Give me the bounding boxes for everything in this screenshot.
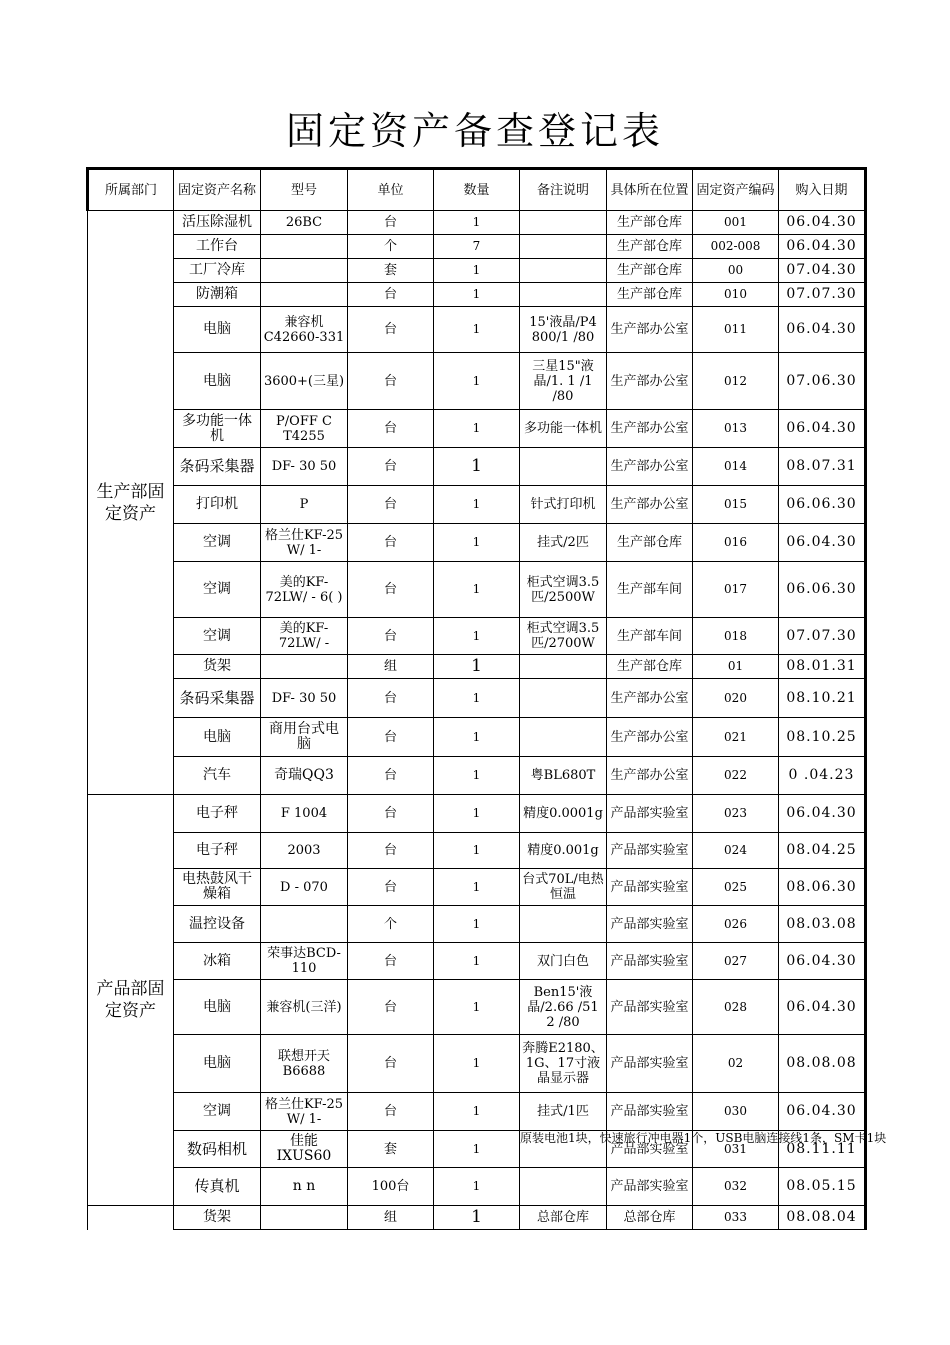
cell-name: 电子秤 [174, 795, 261, 833]
cell-note: 三星15"液晶/1. 1 /1 /80 [520, 353, 607, 410]
table-row [88, 562, 866, 618]
header-code: 固定资产编码 [693, 169, 779, 211]
cell-qty: 1 [434, 1093, 520, 1131]
table-row [88, 869, 866, 906]
header-row [88, 169, 866, 211]
cell-code: 012 [693, 353, 779, 410]
table-row [88, 353, 866, 410]
cell-qty: 1 [434, 1206, 520, 1230]
cell-location: 生产部办公室 [607, 757, 693, 795]
cell-model [261, 283, 348, 307]
table-row [88, 1206, 866, 1230]
cell-unit: 台 [348, 869, 434, 906]
cell-note: 台式70L/电热恒温 [520, 869, 607, 906]
cell-qty: 1 [434, 410, 520, 448]
cell-name: 活压除湿机 [174, 211, 261, 235]
cell-date: 08.05.15 [779, 1168, 866, 1206]
cell-qty: 1 [434, 448, 520, 486]
cell-date: 06.04.30 [779, 211, 866, 235]
cell-unit: 台 [348, 410, 434, 448]
cell-unit: 台 [348, 562, 434, 618]
cell-date: 0 .04.23 [779, 757, 866, 795]
cell-qty: 1 [434, 679, 520, 718]
table-row [88, 718, 866, 757]
cell-unit: 台 [348, 833, 434, 869]
cell-model: n n [261, 1168, 348, 1206]
cell-date: 06.04.30 [779, 1093, 866, 1131]
cell-model: 格兰仕KF-25 W/ 1- [261, 524, 348, 562]
cell-model: P [261, 486, 348, 524]
cell-location: 生产部车间 [607, 618, 693, 655]
cell-location: 生产部办公室 [607, 679, 693, 718]
table-row [88, 833, 866, 869]
cell-unit: 100台 [348, 1168, 434, 1206]
cell-qty: 1 [434, 353, 520, 410]
cell-note [520, 1168, 607, 1206]
cell-name: 条码采集器 [174, 448, 261, 486]
table-row [88, 757, 866, 795]
cell-unit: 台 [348, 486, 434, 524]
table-row [88, 679, 866, 718]
cell-code: 022 [693, 757, 779, 795]
cell-unit: 台 [348, 943, 434, 980]
cell-qty: 7 [434, 235, 520, 259]
cell-unit: 台 [348, 283, 434, 307]
cell-qty: 1 [434, 795, 520, 833]
cell-unit: 台 [348, 618, 434, 655]
cell-date: 07.07.30 [779, 283, 866, 307]
cell-date: 06.04.30 [779, 307, 866, 353]
cell-unit: 台 [348, 524, 434, 562]
cell-date: 06.04.30 [779, 524, 866, 562]
cell-name: 空调 [174, 562, 261, 618]
cell-code: 015 [693, 486, 779, 524]
cell-note: 精度0.0001g [520, 795, 607, 833]
cell-qty: 1 [434, 618, 520, 655]
cell-location: 产品部实验室 [607, 1131, 693, 1168]
cell-qty: 1 [434, 259, 520, 283]
table-row [88, 1093, 866, 1131]
cell-name: 电脑 [174, 307, 261, 353]
cell-name: 冰箱 [174, 943, 261, 980]
cell-note: 柜式空调3.5匹/2500W [520, 562, 607, 618]
cell-code: 017 [693, 562, 779, 618]
cell-model: 格兰仕KF-25 W/ 1- [261, 1093, 348, 1131]
cell-code: 01 [693, 655, 779, 679]
cell-code: 024 [693, 833, 779, 869]
cell-date: 08.06.30 [779, 869, 866, 906]
cell-date: 06.06.30 [779, 562, 866, 618]
cell-note [520, 655, 607, 679]
cell-note [520, 679, 607, 718]
cell-unit: 个 [348, 235, 434, 259]
page-title: 固定资产备查登记表 [285, 109, 664, 153]
cell-code: 020 [693, 679, 779, 718]
table-row [88, 795, 866, 833]
cell-model: 荣事达BCD-110 [261, 943, 348, 980]
cell-date: 08.07.31 [779, 448, 866, 486]
cell-location: 产品部实验室 [607, 943, 693, 980]
cell-unit: 组 [348, 1206, 434, 1230]
cell-date: 06.04.30 [779, 235, 866, 259]
cell-model: DF- 30 50 [261, 679, 348, 718]
cell-model: 兼容机C42660-331 [261, 307, 348, 353]
cell-note [520, 906, 607, 943]
cell-unit: 台 [348, 448, 434, 486]
cell-unit: 个 [348, 906, 434, 943]
cell-model [261, 906, 348, 943]
cell-date: 06.06.30 [779, 486, 866, 524]
cell-date: 08.03.08 [779, 906, 866, 943]
table-body [88, 211, 866, 1230]
cell-code: 030 [693, 1093, 779, 1131]
cell-location: 总部仓库 [607, 1206, 693, 1230]
header-unit: 单位 [348, 169, 434, 211]
cell-name: 多功能一体机 [174, 410, 261, 448]
cell-note: 15'液晶/P4 800/1 /80 [520, 307, 607, 353]
cell-location: 生产部仓库 [607, 524, 693, 562]
cell-model: 美的KF-72LW/ - 6( ) [261, 562, 348, 618]
cell-location: 生产部仓库 [607, 655, 693, 679]
cell-name: 电热鼓风干燥箱 [174, 869, 261, 906]
cell-note: 精度0.001g [520, 833, 607, 869]
cell-name: 打印机 [174, 486, 261, 524]
cell-model [261, 259, 348, 283]
cell-code: 028 [693, 980, 779, 1035]
cell-qty: 1 [434, 1168, 520, 1206]
cell-note: 总部仓库 [520, 1206, 607, 1230]
header-qty: 数量 [434, 169, 520, 211]
table-row [88, 980, 866, 1035]
cell-note: 挂式/2匹 [520, 524, 607, 562]
cell-note [520, 283, 607, 307]
cell-note: 多功能一体机 [520, 410, 607, 448]
cell-name: 条码采集器 [174, 679, 261, 718]
table-row [88, 486, 866, 524]
cell-unit: 台 [348, 679, 434, 718]
cell-unit: 台 [348, 1035, 434, 1093]
cell-unit: 台 [348, 718, 434, 757]
header-date: 购入日期 [779, 169, 866, 211]
cell-name: 电脑 [174, 1035, 261, 1093]
cell-code: 027 [693, 943, 779, 980]
cell-date: 06.04.30 [779, 795, 866, 833]
cell-unit: 套 [348, 259, 434, 283]
cell-location: 产品部实验室 [607, 906, 693, 943]
cell-code: 026 [693, 906, 779, 943]
cell-model [261, 1206, 348, 1230]
cell-code: 032 [693, 1168, 779, 1206]
table-row [88, 1168, 866, 1206]
table-row [88, 307, 866, 353]
cell-model: 美的KF-72LW/ - [261, 618, 348, 655]
cell-qty: 1 [434, 1131, 520, 1168]
cell-qty: 1 [434, 906, 520, 943]
cell-name: 温控设备 [174, 906, 261, 943]
cell-location: 产品部实验室 [607, 1168, 693, 1206]
cell-code: 010 [693, 283, 779, 307]
cell-name: 空调 [174, 618, 261, 655]
cell-name: 防潮箱 [174, 283, 261, 307]
cell-code: 02 [693, 1035, 779, 1093]
cell-location: 生产部办公室 [607, 410, 693, 448]
cell-name: 数码相机 [174, 1131, 261, 1168]
cell-location: 产品部实验室 [607, 795, 693, 833]
cell-model: 奇瑞QQ3 [261, 757, 348, 795]
cell-date: 08.08.08 [779, 1035, 866, 1093]
cell-code: 021 [693, 718, 779, 757]
cell-date: 08.04.25 [779, 833, 866, 869]
cell-qty: 1 [434, 718, 520, 757]
cell-unit: 套 [348, 1131, 434, 1168]
cell-unit: 台 [348, 795, 434, 833]
cell-note: 柜式空调3.5匹/2700W [520, 618, 607, 655]
cell-name: 电脑 [174, 718, 261, 757]
cell-location: 生产部办公室 [607, 718, 693, 757]
cell-qty: 1 [434, 524, 520, 562]
cell-model: 佳能IXUS60 [261, 1131, 348, 1168]
cell-code: 033 [693, 1206, 779, 1230]
cell-location: 产品部实验室 [607, 833, 693, 869]
header-note: 备注说明 [520, 169, 607, 211]
cell-qty: 1 [434, 562, 520, 618]
cell-location: 生产部仓库 [607, 211, 693, 235]
cell-qty: 1 [434, 1035, 520, 1093]
cell-date: 08.10.21 [779, 679, 866, 718]
cell-qty: 1 [434, 486, 520, 524]
cell-code: 016 [693, 524, 779, 562]
cell-name: 货架 [174, 1206, 261, 1230]
cell-location: 生产部车间 [607, 562, 693, 618]
dept-cell [88, 1206, 174, 1230]
cell-qty: 1 [434, 655, 520, 679]
cell-location: 产品部实验室 [607, 980, 693, 1035]
cell-date: 08.10.25 [779, 718, 866, 757]
cell-date: 08.08.04 [779, 1206, 866, 1230]
cell-code: 00 [693, 259, 779, 283]
cell-unit: 组 [348, 655, 434, 679]
header-asset-name: 固定资产名称 [174, 169, 261, 211]
cell-qty: 1 [434, 757, 520, 795]
table-row [88, 448, 866, 486]
cell-location: 生产部办公室 [607, 486, 693, 524]
cell-model: 兼容机(三洋) [261, 980, 348, 1035]
table-row [88, 259, 866, 283]
cell-code: 013 [693, 410, 779, 448]
cell-model: 26BC [261, 211, 348, 235]
header-location: 具体所在位置 [607, 169, 693, 211]
cell-model: 2003 [261, 833, 348, 869]
cell-name: 传真机 [174, 1168, 261, 1206]
cell-note: 针式打印机 [520, 486, 607, 524]
table-row [88, 943, 866, 980]
cell-location: 生产部办公室 [607, 353, 693, 410]
cell-model: P/OFF C T4255 [261, 410, 348, 448]
cell-model: D - 070 [261, 869, 348, 906]
cell-model [261, 655, 348, 679]
asset-register-table [86, 167, 867, 1230]
cell-date: 06.04.30 [779, 943, 866, 980]
dept-cell: 产品部固定资产 [88, 795, 174, 1206]
cell-qty: 1 [434, 211, 520, 235]
cell-date: 07.04.30 [779, 259, 866, 283]
cell-name: 工厂冷库 [174, 259, 261, 283]
cell-model: 联想开天B6688 [261, 1035, 348, 1093]
cell-note [520, 259, 607, 283]
table-row [88, 283, 866, 307]
cell-unit: 台 [348, 1093, 434, 1131]
cell-note [520, 718, 607, 757]
cell-name: 电脑 [174, 980, 261, 1035]
cell-unit: 台 [348, 980, 434, 1035]
table-row [88, 1035, 866, 1093]
cell-date: 06.04.30 [779, 980, 866, 1035]
cell-name: 汽车 [174, 757, 261, 795]
cell-name: 工作台 [174, 235, 261, 259]
cell-note: 粤BL680T [520, 757, 607, 795]
table-row [88, 410, 866, 448]
cell-model: F 1004 [261, 795, 348, 833]
cell-name: 货架 [174, 655, 261, 679]
cell-note: 双门白色 [520, 943, 607, 980]
cell-location: 生产部仓库 [607, 259, 693, 283]
cell-qty: 1 [434, 943, 520, 980]
header-dept: 所属部门 [88, 169, 174, 211]
cell-date: 07.06.30 [779, 353, 866, 410]
cell-note: 奔腾E2180、1G、17寸液晶显示器 [520, 1035, 607, 1093]
cell-model: 3600+(三星) [261, 353, 348, 410]
dept-cell: 生产部固定资产 [88, 211, 174, 795]
cell-note [520, 235, 607, 259]
cell-date: 06.04.30 [779, 410, 866, 448]
cell-name: 空调 [174, 524, 261, 562]
cell-model [261, 235, 348, 259]
cell-qty: 1 [434, 869, 520, 906]
cell-date: 07.07.30 [779, 618, 866, 655]
cell-note: 挂式/1匹 [520, 1093, 607, 1131]
cell-location: 产品部实验室 [607, 869, 693, 906]
cell-code: 018 [693, 618, 779, 655]
cell-location: 产品部实验室 [607, 1035, 693, 1093]
cell-qty: 1 [434, 307, 520, 353]
cell-location: 生产部仓库 [607, 235, 693, 259]
cell-code: 023 [693, 795, 779, 833]
table-row [88, 618, 866, 655]
cell-date: 08.11.11 [779, 1131, 866, 1168]
table-row [88, 524, 866, 562]
table-row [88, 235, 866, 259]
camera-accessories-note: 原装电池1块，快速旅行冲电器1个，USB电脑连接线1条，SM卡1块 [520, 1131, 887, 1145]
table-row [88, 906, 866, 943]
cell-name: 电子秤 [174, 833, 261, 869]
cell-unit: 台 [348, 353, 434, 410]
cell-note: Ben15'液晶/2.66 /51 2 /80 [520, 980, 607, 1035]
table-row [88, 211, 866, 235]
cell-code: 011 [693, 307, 779, 353]
cell-code: 002-008 [693, 235, 779, 259]
cell-note [520, 448, 607, 486]
cell-code: 031 [693, 1131, 779, 1168]
cell-unit: 台 [348, 307, 434, 353]
table-row [88, 655, 866, 679]
cell-location: 生产部办公室 [607, 307, 693, 353]
cell-qty: 1 [434, 980, 520, 1035]
cell-date: 08.01.31 [779, 655, 866, 679]
cell-location: 生产部办公室 [607, 448, 693, 486]
cell-location: 产品部实验室 [607, 1093, 693, 1131]
cell-location: 生产部仓库 [607, 283, 693, 307]
cell-code: 001 [693, 211, 779, 235]
cell-model: 商用台式电脑 [261, 718, 348, 757]
cell-name: 空调 [174, 1093, 261, 1131]
header-model: 型号 [261, 169, 348, 211]
cell-qty: 1 [434, 833, 520, 869]
cell-name: 电脑 [174, 353, 261, 410]
cell-code: 014 [693, 448, 779, 486]
cell-model: DF- 30 50 [261, 448, 348, 486]
cell-unit: 台 [348, 757, 434, 795]
cell-note [520, 211, 607, 235]
cell-unit: 台 [348, 211, 434, 235]
cell-qty: 1 [434, 283, 520, 307]
cell-code: 025 [693, 869, 779, 906]
